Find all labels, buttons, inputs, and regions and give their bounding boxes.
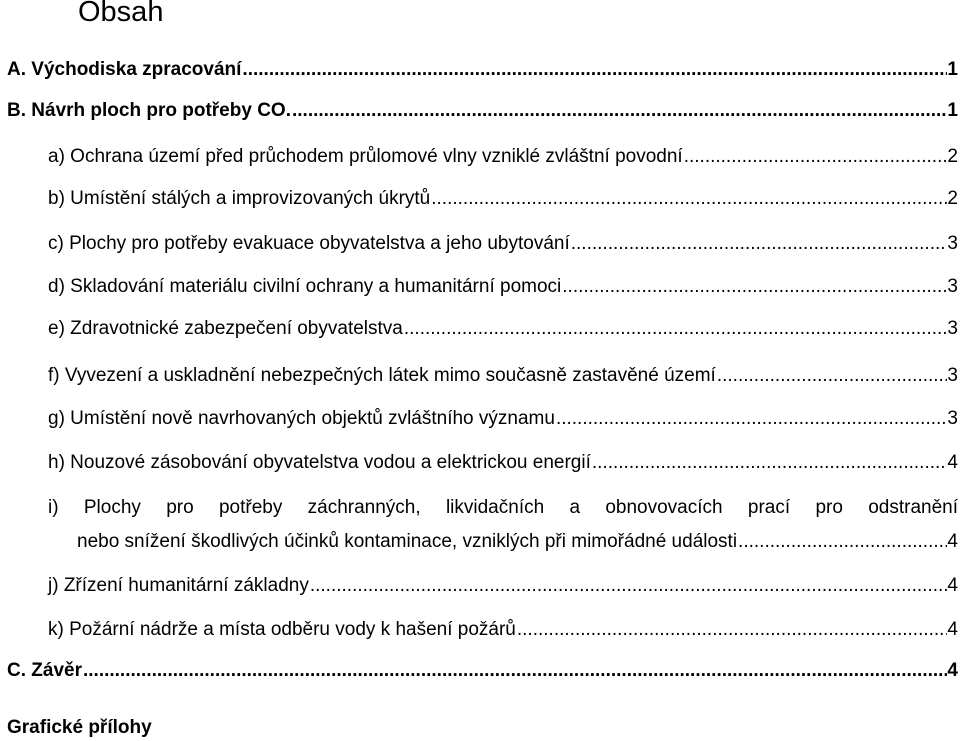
toc-leader-dots: [82, 659, 947, 683]
toc-entry-c-sub[interactable]: [48, 232, 958, 256]
toc-entry-label: B. Návrh ploch pro potřeby CO.: [7, 100, 291, 121]
toc-entry-label: A. Východiska zpracování: [7, 59, 242, 80]
toc-page-number: 1: [947, 100, 958, 121]
toc-page-number: 4: [947, 619, 958, 640]
toc-entry-label: e) Zdravotnické zabezpečení obyvatelstva: [48, 318, 403, 339]
toc-leader-dots: [561, 275, 947, 299]
toc-leader-dots: [516, 618, 948, 642]
toc-entry-label: h) Nouzové zásobování obyvatelstva vodou a elektrickou energií: [48, 452, 591, 473]
toc-entry-e-sub[interactable]: [48, 317, 958, 341]
toc-page-number: 2: [947, 146, 958, 167]
toc-entry-c[interactable]: [7, 659, 958, 683]
toc-leader-dots: [591, 451, 948, 475]
toc-leader-dots: [241, 58, 947, 82]
toc-entry-g-sub[interactable]: [48, 407, 958, 431]
toc-leader-dots: [683, 145, 948, 169]
toc-leader-dots: [430, 187, 947, 211]
toc-leader-dots: [309, 574, 948, 598]
toc-leader-dots: [737, 530, 947, 554]
toc-page-number: 4: [947, 452, 958, 473]
toc-entry-label: j) Zřízení humanitární základny: [48, 575, 309, 596]
toc-entry-label: b) Umístění stálých a improvizovaných úkrytů: [48, 188, 431, 209]
toc-entry-label: a) Ochrana území před průchodem průlomové vlny vzniklé zvláštní povodní: [48, 146, 683, 167]
toc-page-number: 4: [947, 575, 958, 596]
toc-page-number: 3: [947, 233, 958, 254]
toc-leader-dots: [570, 232, 948, 256]
toc-entry-label: C. Závěr: [7, 660, 82, 681]
toc-page-number: 3: [947, 365, 958, 386]
toc-page-number: 4: [947, 531, 958, 552]
toc-page-number: 3: [947, 408, 958, 429]
toc-leader-dots: [716, 364, 948, 388]
toc-page-number: 1: [947, 59, 958, 80]
toc-entry-k-sub[interactable]: [48, 618, 958, 642]
toc-entry-label: nebo snížení škodlivých účinků kontaminace, vzniklých při mimořádné události: [77, 531, 738, 552]
toc-entry-a[interactable]: [7, 58, 958, 82]
toc-entry-f-sub[interactable]: [48, 364, 958, 388]
toc-entry-label-line1: [48, 496, 958, 520]
toc-entry-label: c) Plochy pro potřeby evakuace obyvatelstva a jeho ubytování: [48, 233, 570, 254]
toc-entry-label-text: i) Plochy pro potřeby záchranných, likvidačních a obnovovacích prací pro odstranění: [48, 497, 958, 518]
annex-heading: Grafické přílohy: [7, 717, 152, 738]
toc-entry-label: g) Umístění nově navrhovaných objektů zvláštního významu: [48, 408, 555, 429]
toc-entry-j-sub[interactable]: [48, 574, 958, 598]
toc-page-number: 2: [947, 188, 958, 209]
toc-entry-a-sub[interactable]: [48, 145, 958, 169]
toc-entry-b-sub[interactable]: [48, 187, 958, 211]
toc-page-number: 3: [947, 318, 958, 339]
toc-entry-label: k) Požární nádrže a místa odběru vody k hašení požárů: [48, 619, 516, 640]
page-title: Obsah: [78, 0, 164, 28]
toc-leader-dots: [403, 317, 948, 341]
toc-entry-h-sub[interactable]: [48, 451, 958, 475]
toc-entry-d-sub[interactable]: [48, 275, 958, 299]
toc-leader-dots: [555, 407, 947, 431]
toc-entry-label: d) Skladování materiálu civilní ochrany a humanitární pomoci: [48, 276, 562, 297]
toc-leader-dots: [291, 99, 947, 123]
toc-page-number: 3: [947, 276, 958, 297]
toc-entry-label: f) Vyvezení a uskladnění nebezpečných látek mimo současně zastavěné území: [48, 365, 716, 386]
toc-entry-line2: [77, 530, 958, 554]
toc-page-number: 4: [947, 660, 958, 681]
toc-entry-b[interactable]: [7, 99, 958, 123]
